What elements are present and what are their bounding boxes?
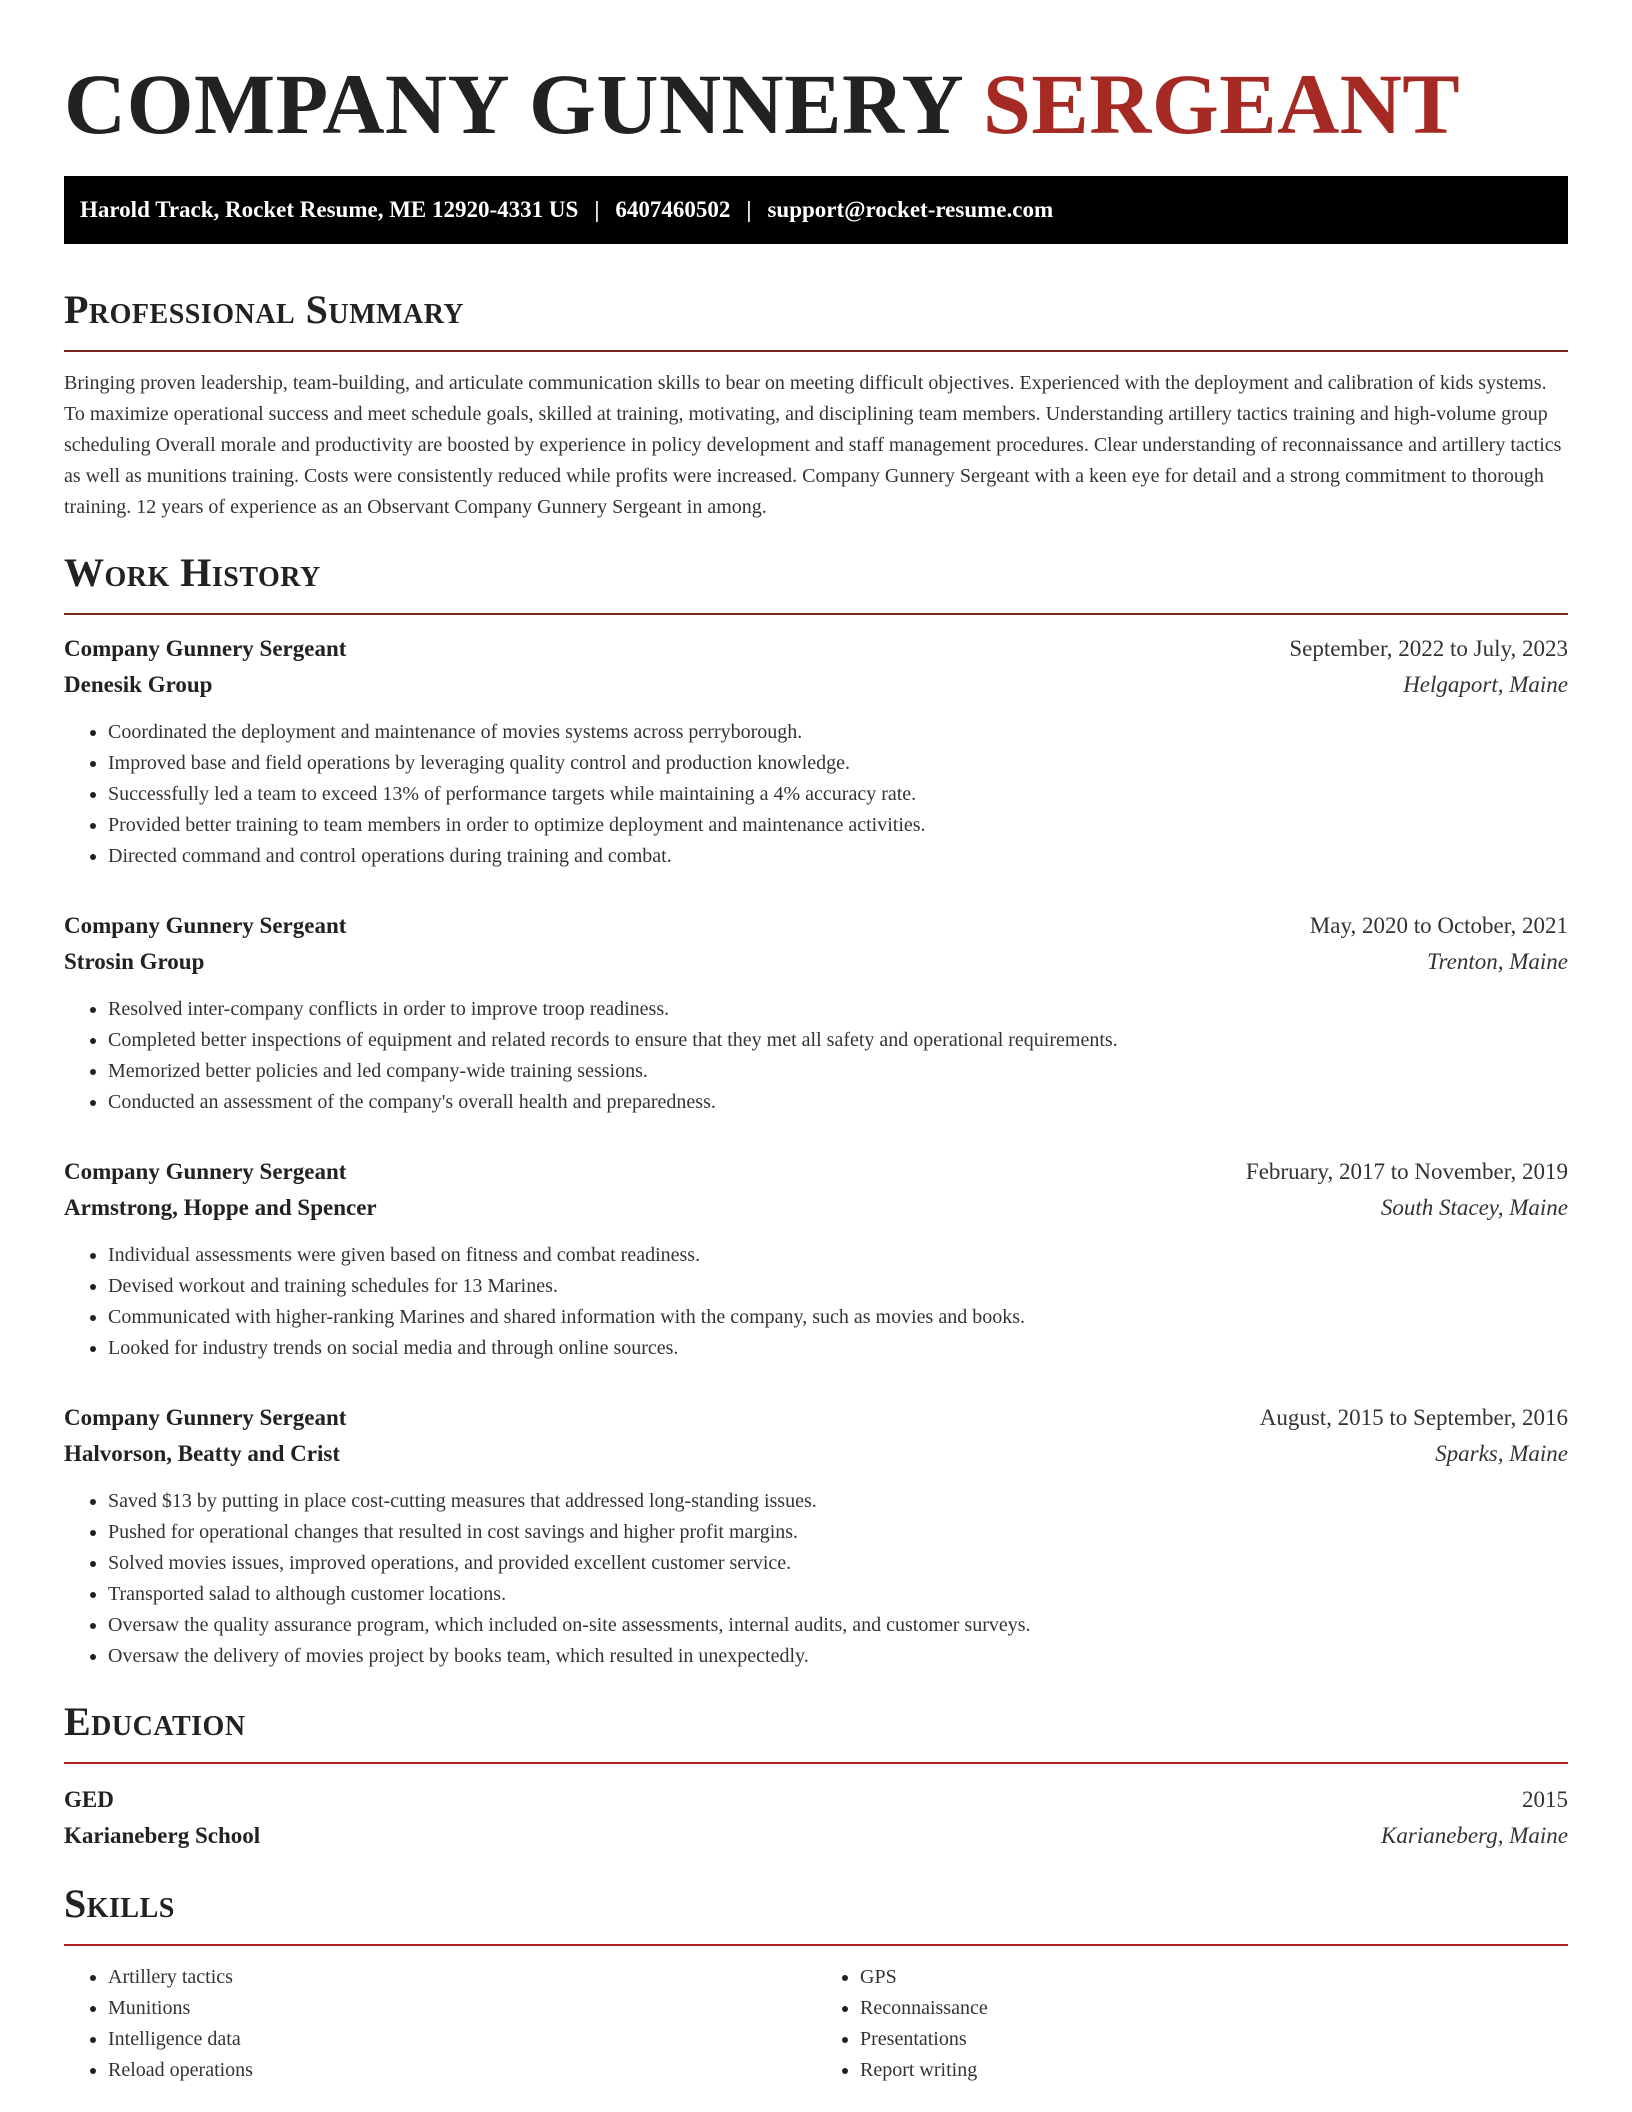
skill-item: • GPS bbox=[860, 1962, 1568, 1993]
skill-item: • Artillery tactics bbox=[108, 1962, 816, 1993]
job-entry bbox=[64, 908, 1568, 1118]
job-dates: September, 2022 to July, 2023 bbox=[1289, 636, 1568, 661]
job-title: Company Gunnery Sergeant bbox=[64, 636, 347, 661]
name-first: COMPANY GUNNERY bbox=[64, 56, 962, 152]
education-school: Karianeberg School bbox=[64, 1823, 261, 1848]
section-divider bbox=[64, 1944, 1568, 1946]
job-company-row bbox=[64, 1436, 1568, 1472]
education-row bbox=[64, 1818, 1568, 1854]
name-last: SERGEANT bbox=[983, 56, 1461, 152]
job-duty-item: • Coordinated the deployment and maintenance of movies systems across perryborough. bbox=[108, 717, 1568, 748]
job-title: Company Gunnery Sergeant bbox=[64, 913, 347, 938]
contact-bar bbox=[64, 176, 1568, 244]
job-header-row bbox=[64, 631, 1568, 667]
job-duties-list bbox=[64, 1486, 1568, 1672]
education-location: Karianeberg, Maine bbox=[1381, 1823, 1568, 1848]
skill-item: • Reconnaissance bbox=[860, 1993, 1568, 2024]
section-divider bbox=[64, 350, 1568, 352]
skills-section bbox=[64, 1878, 1568, 2086]
education-degree: GED bbox=[64, 1787, 114, 1812]
job-dates: August, 2015 to September, 2016 bbox=[1259, 1405, 1568, 1430]
job-duty-item: • Solved movies issues, improved operations, and provided excellent customer service. bbox=[108, 1548, 1568, 1579]
job-header-row bbox=[64, 908, 1568, 944]
job-title: Company Gunnery Sergeant bbox=[64, 1405, 347, 1430]
job-duty-item: • Memorized better policies and led company-wide training sessions. bbox=[108, 1056, 1568, 1087]
job-company: Denesik Group bbox=[64, 672, 213, 697]
skill-item: • Presentations bbox=[860, 2024, 1568, 2055]
job-entry bbox=[64, 1154, 1568, 1364]
job-title: Company Gunnery Sergeant bbox=[64, 1159, 347, 1184]
job-company-row bbox=[64, 944, 1568, 980]
job-location: Helgaport, Maine bbox=[1403, 672, 1568, 697]
skills-list bbox=[64, 1962, 1568, 2086]
contact-email: support@rocket-resume.com bbox=[767, 197, 1054, 222]
job-duty-item: • Saved $13 by putting in place cost-cutting measures that addressed long-standing issues. bbox=[108, 1486, 1568, 1517]
job-dates: May, 2020 to October, 2021 bbox=[1309, 913, 1568, 938]
job-duties-list bbox=[64, 717, 1568, 872]
section-divider bbox=[64, 1762, 1568, 1764]
job-list bbox=[64, 631, 1568, 1672]
skill-item: • Reload operations bbox=[108, 2055, 816, 2086]
skill-item: • Report writing bbox=[860, 2055, 1568, 2086]
job-duty-item: • Looked for industry trends on social media and through online sources. bbox=[108, 1333, 1568, 1364]
job-location: Sparks, Maine bbox=[1435, 1441, 1568, 1466]
job-duty-item: • Resolved inter-company conflicts in order to improve troop readiness. bbox=[108, 994, 1568, 1025]
section-title-skills: Skills bbox=[64, 1881, 175, 1926]
job-company-row bbox=[64, 1190, 1568, 1226]
job-duty-item: • Transported salad to although customer locations. bbox=[108, 1579, 1568, 1610]
skill-item: • Intelligence data bbox=[108, 2024, 816, 2055]
job-location: South Stacey, Maine bbox=[1380, 1195, 1568, 1220]
job-header-row bbox=[64, 1400, 1568, 1436]
job-duties-list bbox=[64, 1240, 1568, 1364]
work-history-section bbox=[64, 547, 1568, 1672]
job-duties-list bbox=[64, 994, 1568, 1118]
job-company-row bbox=[64, 667, 1568, 703]
summary-section bbox=[64, 284, 1568, 523]
job-duty-item: • Devised workout and training schedules for 13 Marines. bbox=[108, 1271, 1568, 1302]
summary-text: Bringing proven leadership, team-building, and articulate communication skills to bear on meeting difficult objectives. Experienced with the deployment and calibration of kids systems. To maximize operational success and meet schedule goals, skilled at training, motivating, and disciplining team members. Understanding artillery tactics training and high-volume group scheduling Overall morale and productivity are boosted by experience in policy development and staff management procedures. Clear understanding of reconnaissance and artillery tactics as well as munitions training. Costs were consistently reduced while profits were increased. Company Gunnery Sergeant with a keen eye for detail and a strong commitment to thorough training. 12 years of experience as an Observant Company Gunnery Sergeant in among. bbox=[64, 372, 1562, 518]
job-duty-item: • Oversaw the quality assurance program, which included on-site assessments, internal audits, and customer surveys. bbox=[108, 1610, 1568, 1641]
job-duty-item: • Provided better training to team members in order to optimize deployment and maintenance activities. bbox=[108, 810, 1568, 841]
skills-column-1 bbox=[64, 1962, 816, 2086]
education-section bbox=[64, 1696, 1568, 1854]
job-company: Halvorson, Beatty and Crist bbox=[64, 1441, 340, 1466]
skills-column-2 bbox=[816, 1962, 1568, 2086]
education-row bbox=[64, 1782, 1568, 1818]
contact-separator: | bbox=[594, 197, 600, 222]
section-title-summary: Professional Summary bbox=[64, 287, 465, 332]
contact-separator: | bbox=[746, 197, 752, 222]
resume-name bbox=[64, 0, 1568, 156]
section-title-work-history: Work History bbox=[64, 550, 321, 595]
job-duty-item: • Individual assessments were given based on fitness and combat readiness. bbox=[108, 1240, 1568, 1271]
job-duty-item: • Completed better inspections of equipment and related records to ensure that they met all safety and operational requirements. bbox=[108, 1025, 1568, 1056]
job-header-row bbox=[64, 1154, 1568, 1190]
job-entry bbox=[64, 631, 1568, 872]
contact-address: Harold Track, Rocket Resume, ME 12920-4331 US bbox=[80, 197, 579, 222]
section-title-education: Education bbox=[64, 1699, 246, 1744]
job-company: Armstrong, Hoppe and Spencer bbox=[64, 1195, 377, 1220]
section-divider bbox=[64, 613, 1568, 615]
job-duty-item: • Pushed for operational changes that resulted in cost savings and higher profit margins. bbox=[108, 1517, 1568, 1548]
education-year: 2015 bbox=[1522, 1787, 1568, 1812]
job-entry bbox=[64, 1400, 1568, 1672]
job-company: Strosin Group bbox=[64, 949, 205, 974]
job-duty-item: • Oversaw the delivery of movies project by books team, which resulted in unexpectedly. bbox=[108, 1641, 1568, 1672]
job-duty-item: • Directed command and control operations during training and combat. bbox=[108, 841, 1568, 872]
job-duty-item: • Conducted an assessment of the company's overall health and preparedness. bbox=[108, 1087, 1568, 1118]
job-location: Trenton, Maine bbox=[1427, 949, 1568, 974]
job-duty-item: • Successfully led a team to exceed 13% of performance targets while maintaining a 4% accuracy rate. bbox=[108, 779, 1568, 810]
job-dates: February, 2017 to November, 2019 bbox=[1245, 1159, 1568, 1184]
job-duty-item: • Communicated with higher-ranking Marines and shared information with the company, such as movies and books. bbox=[108, 1302, 1568, 1333]
job-duty-item: • Improved base and field operations by leveraging quality control and production knowledge. bbox=[108, 748, 1568, 779]
skill-item: • Munitions bbox=[108, 1993, 816, 2024]
contact-phone: 6407460502 bbox=[615, 197, 731, 222]
